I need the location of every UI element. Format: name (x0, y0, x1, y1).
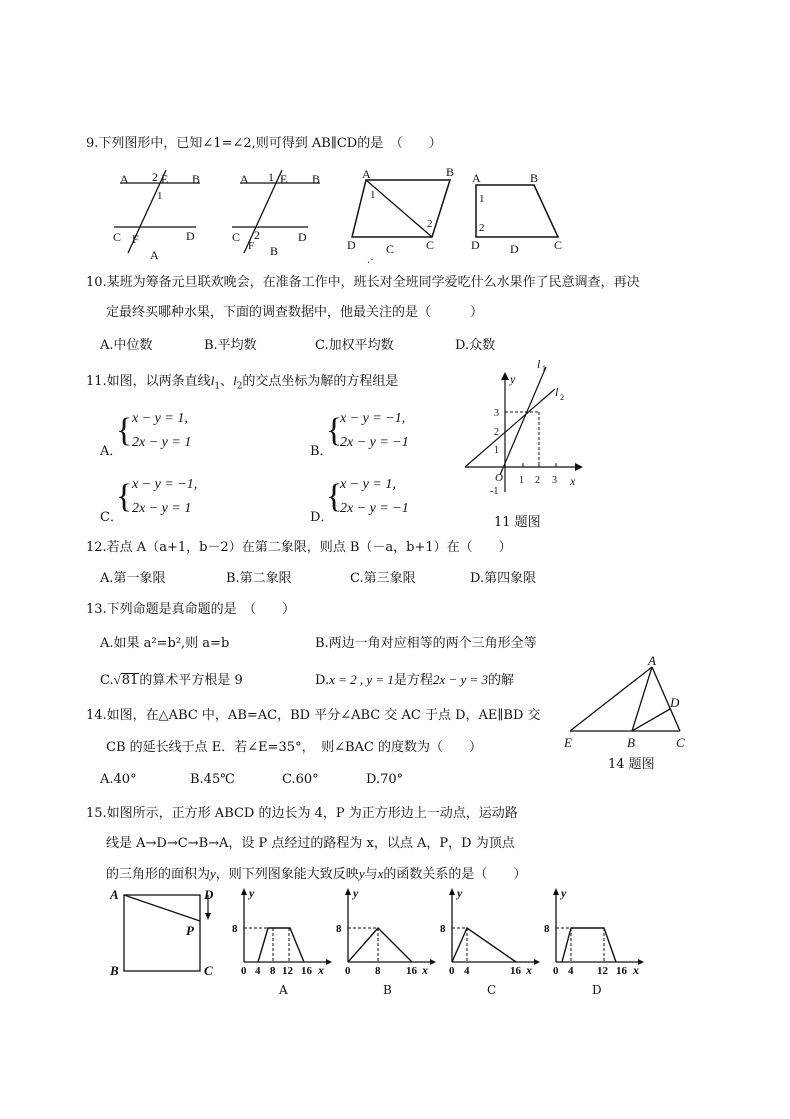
q10-option-c: C.加权平均数 (315, 338, 394, 353)
fig2-angle1: 1 (268, 170, 274, 184)
q9-figure-1 (110, 165, 210, 260)
fig1-F: F (132, 232, 139, 246)
q14-stem-line2: CB 的延长线于点 E．若∠E=35°， 则∠BAC 的度数为（ ） (106, 740, 482, 755)
fig1-A-bottom: A (150, 248, 159, 262)
q13-stem: 13.下列命题是真命题的是 （ ） (86, 602, 296, 617)
q11-graph-ytick-1: 1 (494, 445, 499, 456)
q10-option-b: B.平均数 (204, 338, 257, 353)
svg-text:0: 0 (345, 965, 351, 977)
svg-text:4: 4 (464, 965, 470, 977)
q12-option-c: C.第三象限 (350, 571, 416, 586)
fig1-D: D (186, 229, 195, 243)
q12-option-b: B.第二象限 (226, 571, 292, 586)
q10-stem-line1: 10.某班为筹备元旦联欢晚会，在准备工作中，班长对全班同学爱吃什么水果作了民意调查，再决 (86, 275, 640, 290)
q15-graph-a-label: A (279, 983, 288, 997)
fig1-C: C (113, 230, 122, 244)
fig2-D: D (298, 230, 307, 244)
fig4-D: D (471, 238, 480, 252)
svg-text:0: 0 (241, 965, 247, 977)
fig4-A: A (472, 171, 481, 185)
q12-option-a: A.第一象限 (100, 571, 166, 586)
q14-fig-A: A (648, 653, 656, 668)
q11-option-d-eq1: x − y = 1, (340, 477, 396, 492)
q11-option-a-eq2: 2x − y = 1 (132, 435, 192, 450)
q10-stem-line2: 定最终买哪种水果，下面的调查数据中，他最关注的是（ ） (106, 305, 484, 320)
q15-graph-b-label: B (383, 983, 392, 997)
q11-option-b-eq1: x − y = −1, (340, 411, 406, 426)
svg-text:x: x (526, 963, 532, 977)
q9-figure-2 (228, 165, 328, 260)
fig3-C-mid: C (386, 242, 395, 256)
svg-text:4: 4 (568, 965, 574, 977)
svg-text:0: 0 (553, 965, 559, 977)
q15-graph-b (336, 885, 436, 980)
q11-caption: 11 题图 (494, 515, 541, 530)
svg-text:y: y (457, 886, 463, 900)
q15-square-P: P (186, 923, 194, 938)
q11-graph-ytick-3: 3 (494, 408, 499, 419)
q15-graph-c (440, 885, 540, 980)
svg-text:16: 16 (616, 965, 627, 977)
q14-option-a: A.40° (100, 772, 137, 787)
svg-text:8: 8 (232, 923, 238, 935)
svg-text:16: 16 (301, 965, 312, 977)
q11-graph-xtick-1: 1 (519, 475, 524, 486)
fig2-B-bottom: B (270, 244, 279, 258)
q13-option-c: C.√81的算术平方根是 9 (100, 672, 243, 688)
svg-text:8: 8 (336, 923, 342, 935)
q11-option-c-eq1: x − y = −1, (132, 477, 198, 492)
svg-text:.·: .· (367, 252, 374, 266)
q15-graph-c-label: C (487, 983, 497, 997)
svg-text:12: 12 (597, 965, 608, 977)
q11-option-a-eq1: x − y = 1, (132, 411, 188, 426)
fig3-A: A (362, 167, 371, 181)
svg-text:x: x (318, 963, 324, 977)
fig3-D: D (347, 238, 356, 252)
q15-stem-line1: 15.如图所示，正方形 ABCD 的边长为 4，P 为正方形边上一动点，运动路 (86, 806, 518, 821)
q14-fig-E: E (564, 735, 572, 750)
q12-stem: 12.若点 A（a+1，b－2）在第二象限，则点 B（－a，b+1）在（ ） (86, 540, 512, 555)
svg-text:y: y (353, 886, 359, 900)
svg-text:8: 8 (375, 965, 381, 977)
q11-option-d-eq2: 2x − y = −1 (340, 501, 409, 516)
svg-text:8: 8 (544, 923, 550, 935)
fig3-angle1: 1 (370, 189, 376, 201)
q15-square-B: B (110, 963, 119, 978)
svg-text:2: 2 (560, 393, 564, 402)
svg-text:16: 16 (406, 965, 417, 977)
q11-option-b-label: B． (310, 444, 333, 459)
q9-figure-4 (466, 165, 576, 260)
q13-option-a: A.如果 a²=b²,则 a=b (100, 636, 230, 651)
svg-text:x: x (422, 963, 428, 977)
q15-graph-d (544, 885, 649, 980)
fig4-D-mid: D (510, 242, 519, 256)
q14-figure (560, 655, 700, 755)
fig1-angle1: 1 (157, 190, 163, 202)
q10-option-d: D.众数 (455, 338, 496, 353)
q11-graph-origin: O (495, 472, 503, 484)
svg-text:0: 0 (449, 965, 455, 977)
q11-option-d-label: D． (310, 510, 334, 525)
svg-text:8: 8 (440, 923, 446, 935)
q11-graph-y-label: y (510, 372, 516, 386)
fig1-B: B (192, 172, 201, 186)
svg-text:y: y (249, 886, 255, 900)
q11-option-a-label: A． (100, 444, 123, 459)
fig2-C: C (232, 230, 241, 244)
q14-option-d: D.70° (366, 772, 404, 787)
fig2-angle2: 2 (254, 228, 260, 242)
q11-graph-l1: l (537, 357, 541, 371)
svg-text:x: x (633, 963, 639, 977)
svg-text:8: 8 (270, 965, 276, 977)
fig3-B: B (446, 165, 455, 179)
fig2-F: F (248, 240, 255, 252)
q15-square-D: D (204, 887, 214, 902)
q9-figure-3 (340, 165, 460, 265)
q13-option-b: B.两边一角对应相等的两个三角形全等 (315, 636, 537, 651)
q11-option-c-label: C． (100, 510, 123, 525)
q11-stem: 11.如图，以两条直线$l_1$、$l_2$的交点坐标为解的方程组是 (86, 373, 399, 392)
q11-graph-ytick-2: 2 (494, 427, 499, 438)
q14-fig-C: C (676, 735, 685, 750)
q14-caption: 14 题图 (608, 757, 655, 772)
fig4-angle2: 2 (479, 222, 485, 234)
q11-graph-x-label: x (570, 474, 576, 488)
fig4-B: B (530, 171, 539, 185)
fig1-angle2: 2 (152, 170, 158, 184)
q15-square-C: C (204, 963, 213, 978)
q11-graph-ytick-minus1: -1 (490, 486, 499, 497)
q15-square-A: A (110, 887, 119, 902)
q15-square-figure (106, 885, 226, 985)
q11-option-c-eq2: 2x − y = 1 (132, 501, 192, 516)
q11-graph-xtick-2: 2 (535, 475, 540, 486)
svg-text:1: 1 (542, 364, 546, 373)
q14-option-b: B.45℃ (190, 772, 235, 787)
q15-stem-line2: 线是 A→D→C→B→A，设 P 点经过的路程为 x，以点 A，P，D 为顶点 (106, 836, 515, 851)
svg-text:y: y (561, 886, 567, 900)
fig2-B: B (312, 172, 321, 186)
q12-option-d: D.第四象限 (470, 571, 537, 586)
svg-text:16: 16 (510, 965, 521, 977)
q9-stem: 9.下列图形中，已知∠1=∠2,则可得到 AB∥CD的是 （ ） (86, 136, 442, 151)
q14-stem-line1: 14.如图，在△ABC 中，AB=AC，BD 平分∠ABC 交 AC 于点 D，AE∥BD 交 (86, 708, 541, 723)
q15-graph-a (232, 885, 332, 980)
q14-option-c: C.60° (282, 772, 319, 787)
fig1-E: E (161, 172, 169, 186)
fig2-E: E (280, 172, 288, 186)
fig1-A: A (120, 172, 129, 186)
q11-graph (460, 352, 590, 517)
q11-graph-l2: l (555, 385, 559, 399)
q14-fig-B: B (627, 735, 635, 750)
fig3-angle2: 2 (427, 218, 433, 230)
q15-graph-d-label: D (592, 983, 602, 997)
fig4-angle1: 1 (479, 193, 485, 205)
q10-option-a: A.中位数 (100, 338, 153, 353)
q15-stem-line3: 的三角形的面积为y，则下列图象能大致反映y与x的函数关系的是（ ） (106, 866, 527, 882)
svg-text:4: 4 (255, 965, 261, 977)
svg-text:12: 12 (282, 965, 293, 977)
q11-option-b-eq2: 2x − y = −1 (340, 435, 409, 450)
fig2-A: A (240, 172, 249, 186)
q11-graph-xtick-3: 3 (552, 475, 557, 486)
fig4-C: C (554, 238, 563, 252)
fig3-C: C (426, 238, 435, 252)
q13-option-d: D.x = 2 , y = 1是方程2x − y = 3的解 (315, 672, 515, 688)
q14-fig-D: D (670, 695, 680, 710)
